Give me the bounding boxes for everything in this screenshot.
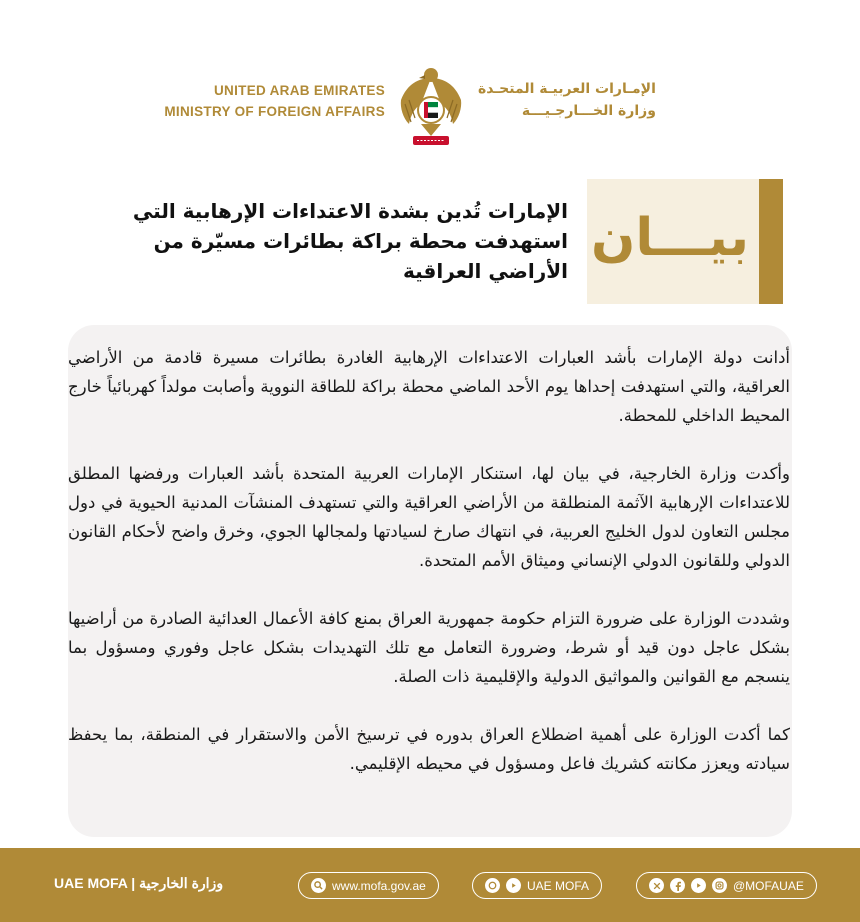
ar-ministry-name: وزارة الخـــارجـيـــة (521, 103, 656, 119)
website-url: www.mofa.gov.ae (332, 878, 426, 893)
ministry-name-arabic (478, 78, 656, 122)
statement-body (68, 343, 790, 807)
social-handle-link[interactable] (636, 872, 817, 899)
body-paragraph: كما أكدت الوزارة على أهمية اضطلاع العراق بدوره في ترسيخ الأمن والاستقرار في المنطقة، بما يحفظ سيادته ويعزز مكانته كشريك فاعل ومسؤول في محيطه الإقليمي. (68, 725, 790, 773)
statement-badge-label: بيـــان (591, 208, 749, 268)
youtube-icon (506, 878, 521, 893)
whatsapp-icon (485, 878, 500, 893)
uae-falcon-emblem-icon (397, 64, 465, 148)
badge-accent-bar (759, 179, 783, 304)
social-handle: @MOFAUAE (733, 878, 804, 893)
body-paragraph: وأكدت وزارة الخارجية، في بيان لها، استنكار الإمارات العربية المتحدة بأشد العبارات ورفضها المطلق للاعتداءات الإرهابية الآثمة المنطلقة من الأراضي العراقية والتي تستهدف المنشآت المدنية الحيوية في دول مجلس التعاون لدول الخليج العربية، في انتهاك صارخ لسيادتها ولمجالها الجوي، وخرق واضح لأحكام القانون الدولي وللقانون الدولي الإنساني وميثاق الأمم المتحدة. (68, 464, 790, 570)
x-icon (649, 878, 664, 893)
instagram-icon (712, 878, 727, 893)
title-line: استهدفت محطة براكة بطائرات مسيّرة من (153, 229, 568, 253)
footer-brand: UAE MOFA | وزارة الخارجية (54, 875, 224, 891)
facebook-icon (670, 878, 685, 893)
youtube-icon (691, 878, 706, 893)
title-line: الأراضي العراقية (403, 259, 568, 283)
ministry-name-english (164, 80, 385, 122)
footer-bar (0, 848, 860, 922)
ar-country-name: الإمـارات العربيـة المتحـدة (478, 81, 656, 97)
body-paragraph: وشددت الوزارة على ضرورة التزام حكومة جمهورية العراق بمنع كافة الأعمال العدائية الصادرة من أراضيها بشكل عاجل دون قيد أو شرط، وضرورة التعامل مع تلك التهديدات بشكل عاجل وفوري ومسؤول بما ينسجم مع القوانين والمواثيق الدولية والإقليمية ذات الصلة. (68, 609, 790, 686)
body-paragraph: أدانت دولة الإمارات بأشد العبارات الاعتداءات الإرهابية الغادرة بطائرات مسيرة قادمة من الأراضي العراقية، والتي استهدفت إحداها يوم الأحد الماضي محطة براكة للطاقة النووية وأصابت مولداً كهربائياً خارج المحيط الداخلي للمحطة. (68, 348, 790, 425)
letterhead (0, 0, 860, 160)
youtube-link[interactable] (472, 872, 602, 899)
statement-title (68, 196, 568, 286)
website-link[interactable] (298, 872, 439, 899)
search-icon (311, 878, 326, 893)
title-line: الإمارات تُدين بشدة الاعتداءات الإرهابية التي (132, 199, 568, 223)
en-country-name: UNITED ARAB EMIRATES (214, 83, 385, 98)
en-ministry-name: MINISTRY OF FOREIGN AFFAIRS (164, 104, 385, 119)
statement-badge (587, 179, 783, 304)
youtube-label: UAE MOFA (527, 878, 590, 893)
